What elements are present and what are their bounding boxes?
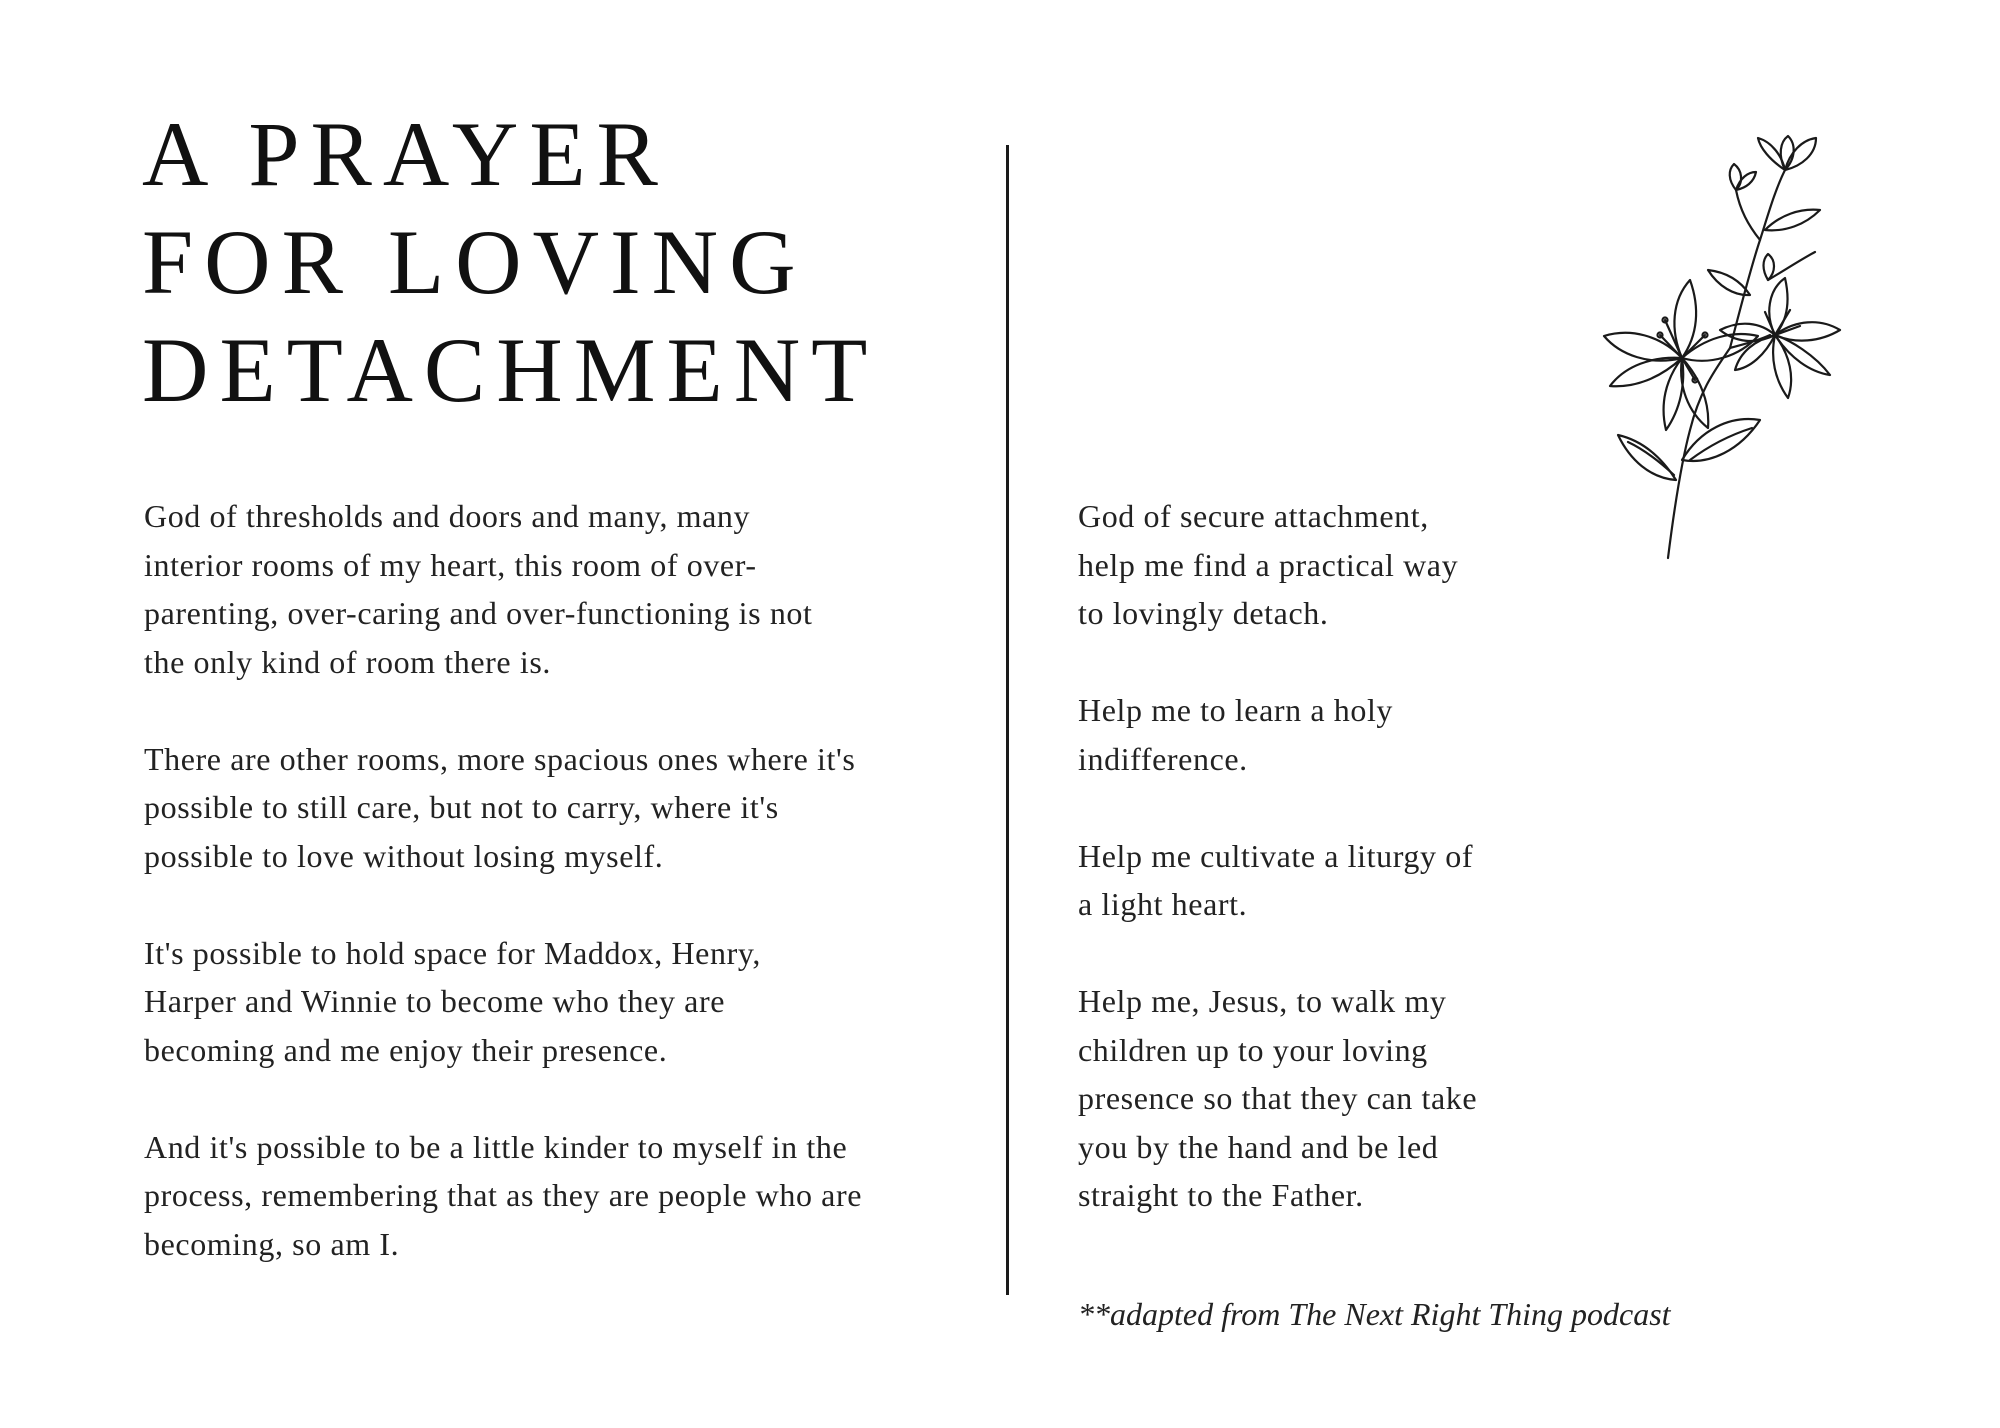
column-divider xyxy=(1006,145,1009,1295)
title-line-3: DETACHMENT xyxy=(142,319,879,421)
left-paragraph-4: And it's possible to be a little kinder to myself in the process, remembering that as they are people who are becoming, so am I. xyxy=(144,1128,863,1262)
title-line-2: FOR LOVING xyxy=(142,211,807,313)
right-column xyxy=(1078,492,1638,1268)
right-paragraph-4: Help me, Jesus, to walk my children up to your loving presence so that they can take you by the hand and be led straight to the Father. xyxy=(1078,983,1478,1213)
title-line-1: A PRAYER xyxy=(142,103,669,205)
right-paragraph-2: Help me to learn a holy indifference. xyxy=(1078,692,1394,777)
lily-flower-icon xyxy=(1590,130,1870,570)
left-paragraph-3: It's possible to hold space for Maddox, Henry, Harper and Winnie to become who they are becoming and me enjoy their presence. xyxy=(144,934,761,1068)
left-paragraph-2: There are other rooms, more spacious ones where it's possible to still care, but not to carry, where it's possible to love without losing myself. xyxy=(144,740,856,874)
credit-note: **adapted from The Next Right Thing podcast xyxy=(1078,1296,1671,1332)
left-paragraph-1: God of thresholds and doors and many, many interior rooms of my heart, this room of over- parenting, over-caring and over-functioning is not the only kind of room there is. xyxy=(144,498,813,680)
page-title xyxy=(142,100,878,424)
right-paragraph-1: God of secure attachment, help me find a practical way to lovingly detach. xyxy=(1078,498,1459,631)
right-paragraph-3: Help me cultivate a liturgy of a light heart. xyxy=(1078,837,1474,922)
left-column xyxy=(144,492,964,1317)
